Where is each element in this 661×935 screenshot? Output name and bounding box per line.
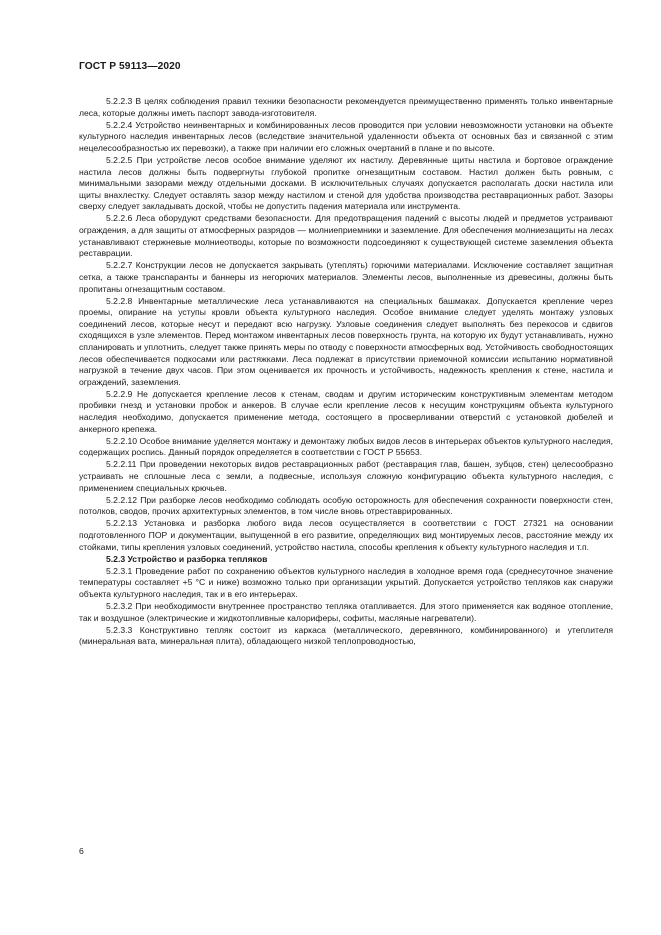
page-number: 6 [79, 846, 84, 856]
paragraph: 5.2.2.7 Конструкции лесов не допускается закрывать (утеплять) горючими материалами. Исключение составляет защитная сетка, а также транспаранты и баннеры из негорючих материалов. Элементы лесов, выполненные из древесины, должны быть пропитаны огнезащитным составом. [79, 260, 613, 294]
paragraph: 5.2.2.11 При проведении некоторых видов реставрационных работ (реставрация глав, башен, зубцов, стен) целесообразно устраивать не сплошные леса с земли, а подвесные, используя сложную конфигурацию объекта культурного наследия, с применением специальных крючьев. [79, 459, 613, 493]
paragraph: 5.2.2.13 Установка и разборка любого вида лесов осуществляется в соответствии с ГОСТ 27321 на основании подготовленного ПОР и документации, выпущенной в его развитие, определяющих вид монтируемых лесов, расстояние между их стойками, типы крепления узловых соединений, устройство настила, способы крепления к объекту культурного наследия и т.п. [79, 518, 613, 552]
paragraph: 5.2.2.9 Не допускается крепление лесов к стенам, сводам и другим историческим конструктивным элементам методом пробивки гнезд и установки пробок и анкеров. В случае если крепление лесов к несущим конструкциям объекта культурного наследия необходимо, допускается применение метода, состоящего в просверливании отверстий с установкой дюбелей и анкерного крепежа. [79, 388, 613, 434]
paragraph: 5.2.2.4 Устройство неинвентарных и комбинированных лесов проводится при условии невозможности установки на объекте культурного наследия инвентарных лесов (вследствие значительной удаленности объекта от основных баз и связанной с этим нецелесообразностью их перевозки), а также при наличии его сложных очертаний в плане и по высоте. [79, 119, 613, 153]
paragraph: 5.2.2.12 При разборке лесов необходимо соблюдать особую осторожность для обеспечения сохранности поверхности стен, потолков, сводов, прочих архитектурных элементов, в том числе вновь отреставрированных. [79, 494, 613, 517]
document-header: ГОСТ Р 59113—2020 [79, 61, 181, 72]
paragraph: 5.2.3.2 При необходимости внутреннее пространство тепляка отапливается. Для этого применяется как водяное отопление, так и воздушное (электрические и жидкотопливные калориферы, софиты, масляные нагреватели). [79, 601, 613, 623]
paragraph: 5.2.2.10 Особое внимание уделяется монтажу и демонтажу любых видов лесов в интерьерах объектов культурного наследия, содержащих роспись. Данный порядок определяется в соответствии с ГОСТ Р 55653. [79, 435, 613, 458]
document-body [79, 96, 613, 648]
paragraph: 5.2.3.3 Конструктивно тепляк состоит из каркаса (металлического, деревянного, комбинированного) и утеплителя (минеральная вата, минеральная плита), обладающего низкой теплопроводностью, [79, 624, 613, 647]
paragraph: 5.2.2.8 Инвентарные металлические леса устанавливаются на специальных башмаках. Допускается крепление через проемы, опирание на уступы кровли объекта культурного наследия. Особое внимание следует уделять монтажу узловых соединений лесов, которые несут и передают всю нагрузку. Узловые соединения следует выполнять без перекосов и сдвигов сходящихся в узле элементов. Перед монтажом инвентарных лесов поверхность грунта, на которую их будут устанавливать, нужно спланировать и уплотнить, следует также принять меры по отводу с поверхности атмосферных вод. Устойчивость свободностоящих лесов обеспечивается подкосами или растяжками. Леса подлежат в присутствии приемочной комиссии испытанию нормативной нагрузкой в течение двух часов. При этом оценивается их прочность и устойчивость, надежность крепления к стене, настила и ограждений, заземления. [79, 295, 613, 387]
paragraph: 5.2.2.6 Леса оборудуют средствами безопасности. Для предотвращения падений с высоты людей и предметов устраивают ограждения, а для защиты от атмосферных разрядов — молниеприемники и заземление. Для обеспечения молниезащиты на лесах устанавливают стержневые молниеотводы, которые по возможности подсоединяют к существующей системе заземления объекта реставрации. [79, 213, 613, 259]
paragraph: 5.2.2.3 В целях соблюдения правил техники безопасности рекомендуется преимущественно применять только инвентарные леса, которые должны иметь паспорт завода-изготовителя. [79, 96, 613, 118]
section-heading: 5.2.3 Устройство и разборка тепляков [106, 553, 268, 564]
paragraph: 5.2.3.1 Проведение работ по сохранению объектов культурного наследия в холодное время года (среднесуточное значение температуры составляет +5 °С и ниже) возможно только при организации укрытий. Допускается устройство тепляков как снаружи объекта культурного наследия, так и в его интерьерах. [79, 565, 613, 599]
paragraph: 5.2.2.5 При устройстве лесов особое внимание уделяют их настилу. Деревянные щиты настила и бортовое ограждение настила лесов должны быть подвергнуты глубокой пропитке огнезащитным составом. Настил должен быть ровным, с минимальными зазорами между отдельными досками. В исключительных случаях допускается располагать доски настила или щиты внахлестку. Следует оставлять зазор между настилом и стеной для удобства производства реставрационных работ. Зазоры сверху следует закладывать доской, чтобы не допустить падения материала или инструмента. [79, 154, 613, 212]
